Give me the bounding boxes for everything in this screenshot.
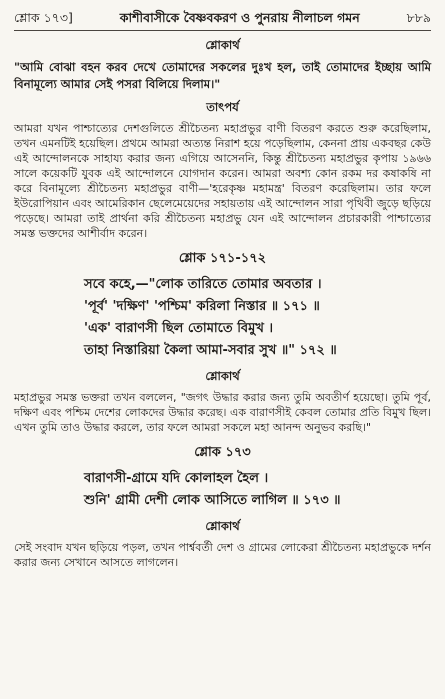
translation-text: সেই সংবাদ যখন ছড়িয়ে পড়ল, তখন পার্শ্ববর্তী দেশ ও গ্রামের লোকেরা শ্রীচৈতন্য মহাপ্রভুকে দর্শন করার জন্য সেখানে আসতে লাগলেন। xyxy=(14,541,431,569)
header-verse-ref: শ্লোক ১৭৩] xyxy=(14,10,73,25)
purport-label: তাৎপর্য xyxy=(206,100,239,114)
verse-block xyxy=(14,274,431,362)
verse-heading: শ্লোক ১৭৩ xyxy=(194,445,251,460)
verse-line: তাহা নিস্তারিয়া কৈলা আমা-সবার সুখ ॥" ১৭২ ॥ xyxy=(84,343,337,358)
translation-label: শ্লোকার্থ xyxy=(205,369,240,383)
translation-label: শ্লোকার্থ xyxy=(205,38,240,52)
verse-line: বারাণসী-গ্রামে যদি কোলাহল হৈল । xyxy=(84,471,269,486)
translation-text: মহাপ্রভুর সমস্ত ভক্তরা তখন বললেন, "জগৎ উদ্ধার করার জন্য তুমি অবতীর্ণ হয়েছো। তুমি পূর্ব, দক্ষিণ এবং পশ্চিম দেশের লোকদের উদ্ধার করেছ। এক বারাণসীই কেবল তোমার প্রতি বিমুখ ছিল। এখন তুমি তাও উদ্ধার করলে, তার ফলে আমরা সকলে মহা আনন্দ অনুভব করছি।" xyxy=(14,391,431,434)
verse-block xyxy=(14,468,431,512)
page-header xyxy=(14,10,431,31)
verse-line: 'এক' বারাণসী ছিল তোমাতে বিমুখ । xyxy=(84,321,274,336)
chapter-title: কাশীবাসীকে বৈষ্ণবকরণ ও পুনরায় নীলাচল গমন xyxy=(119,10,360,25)
verse-line: শুনি' গ্রামী দেশী লোক আসিতে লাগিল ॥ ১৭৩ ॥ xyxy=(84,493,341,508)
translation-text: "আমি বোঝা বহন করব দেখে তোমাদের সকলের দুঃখ হল, তাই তোমাদের ইচ্ছায় আমি বিনামূল্যে আমার সেই পসরা বিলিয়ে দিলাম।" xyxy=(14,60,431,91)
verse-line: সবে কহে,—"লোক তারিতে তোমার অবতার । xyxy=(84,277,322,292)
verse-heading: শ্লোক ১৭১-১৭২ xyxy=(178,251,267,266)
translation-label: শ্লোকার্থ xyxy=(205,519,240,533)
verse-line: 'পূর্ব' 'দক্ষিণ' 'পশ্চিম' করিলা নিস্তার ॥ ১৭১ ॥ xyxy=(84,299,320,314)
page-number: ৮৮৯ xyxy=(406,10,431,25)
purport-text: আমরা যখন পাশ্চাত্যের দেশগুলিতে শ্রীচৈতন্য মহাপ্রভুর বাণী বিতরণ করতে শুরু করেছিলাম, তখন এমনটিই হয়েছিল। প্রথমে আমরা অত্যন্ত নিরাশ হয়ে পড়েছিলাম, কেননা প্রায় একবছর কেউ এই আন্দোলনকে সাহায্য করার জন্য এগিয়ে আসেননি, কিন্তু শ্রীচৈতন্য মহাপ্রভুর কৃপায় ১৯৬৬ সালে কয়েকটি যুবক এই আন্দোলনে যোগদান করেন। আমরা অবশ্য কোন রকম দর কষাকষি না করে বিনামূল্যে শ্রীচৈতন্য মহাপ্রভুর বাণী—'হরেকৃষ্ণ মহামন্ত্র' বিতরণ করেছিলাম। তার ফলে ইউরোপিয়ান এবং আমেরিকান ছেলেমেয়েদের সহায়তায় এই আন্দোলন সারা পৃথিবী জুড়ে ছড়িয়ে পড়েছে। আমরা তাই প্রার্থনা করি শ্রীচৈতন্য মহাপ্রভু যেন এই আন্দোলন প্রচারকারী পাশ্চাত্যের সমস্ত ভক্তদের আশীর্বাদ করেন। xyxy=(14,122,431,240)
